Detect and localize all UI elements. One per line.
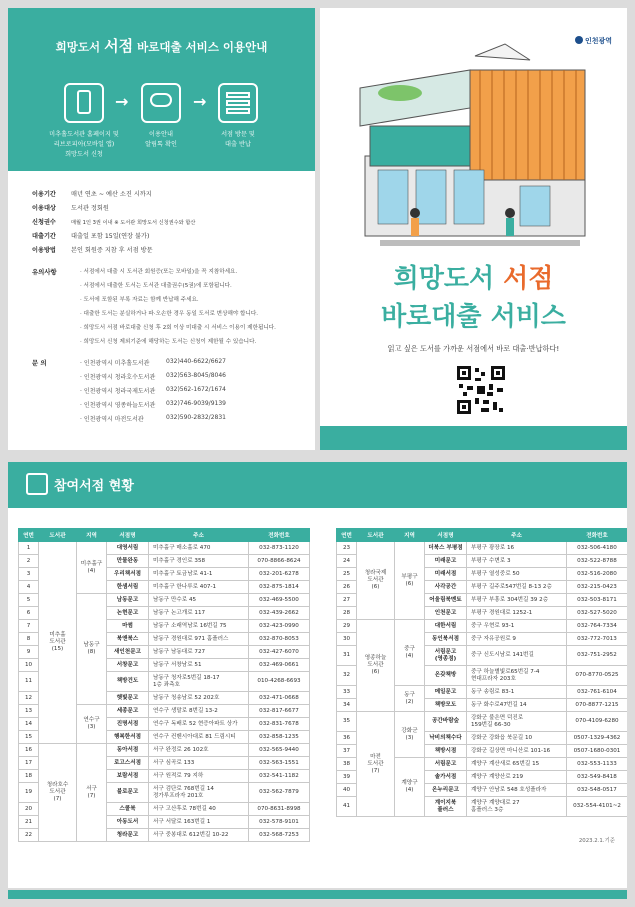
library-cell: 청라국제 도서관 (6): [357, 542, 395, 620]
usage-row: 이용대상 도서관 정회원: [32, 205, 109, 212]
bookstore-illustration: [320, 8, 627, 258]
bookstore-name: 아동도서: [107, 816, 149, 829]
row-number: 41: [337, 797, 357, 817]
guide-title-post: 바로대출 서비스 이용안내: [133, 40, 268, 54]
row-number: 25: [337, 568, 357, 581]
bookstore-address: 서구 서달로 163번길 1: [149, 816, 249, 829]
bookstore-phone: 032-562-7879: [249, 783, 310, 803]
row-number: 3: [19, 568, 39, 581]
column-header: 도서관: [357, 529, 395, 542]
row-number: 31: [337, 646, 357, 666]
row-number: 16: [19, 744, 39, 757]
bookstore-address: 남동구 서창남로 51: [149, 659, 249, 672]
bookstore-address: 부평구 길주로547번길 8-13 2층: [467, 581, 567, 594]
bookstore-name: 메일문고: [425, 686, 467, 699]
contact-label: 문 의: [32, 359, 47, 367]
column-header: 연번: [19, 529, 39, 542]
district-cell: 미추홀구 (4): [77, 542, 107, 594]
contact-phone: 032)440-6622/6627: [166, 358, 226, 365]
row-number: 40: [337, 784, 357, 797]
row-number: 39: [337, 771, 357, 784]
row-number: 21: [19, 816, 39, 829]
bookstore-name: 계이지북 플러스: [425, 797, 467, 817]
row-number: 7: [19, 620, 39, 633]
column-header: 서점명: [425, 529, 467, 542]
contact-name: · 인천광역시 청라국제도서관: [80, 388, 156, 395]
contact-name: · 인천광역시 영종하늘도서관: [80, 402, 156, 409]
row-number: 26: [337, 581, 357, 594]
row-number: 1: [19, 542, 39, 555]
bookstore-address: 남동구 소래역남로 16번길 75: [149, 620, 249, 633]
contact-phone: 032)590-2832/2831: [166, 414, 226, 421]
bookstore-phone: 070-8866-8624: [249, 555, 310, 568]
row-number: 5: [19, 594, 39, 607]
bookstore-address: 동구 화수로47번길 14: [467, 699, 567, 712]
bookstore-name: 온누리문고: [425, 784, 467, 797]
library-cell: 마전 도서관 (7): [357, 712, 395, 817]
bookstore-name: 서창문고: [107, 659, 149, 672]
bookstore-address: 남동구 청자로5번길 18-17 1층 좌측호: [149, 672, 249, 692]
bookstore-phone: 032-423-0990: [249, 620, 310, 633]
cover-headline: 희망도서 서점 바로대출 서비스: [381, 264, 566, 332]
bookstore-name: 책방시점: [425, 745, 467, 758]
bookstore-address: 서구 완정로 26 102호: [149, 744, 249, 757]
district-cell: 부평구 (6): [395, 542, 425, 620]
bookstore-address: 서구 검단로 768번길 14 정가루프라자 201호: [149, 783, 249, 803]
participating-bookstores-panel: [8, 462, 627, 888]
bookstore-address: 부평구 부흥로 304번길 39 2층: [467, 594, 567, 607]
row-number: 23: [337, 542, 357, 555]
bookstore-address: 강화군 불은면 덕진로 159번길 66-30: [467, 712, 567, 732]
bookstore-name: 동인북서점: [425, 633, 467, 646]
bookstore-address: 계양구 계양대로 27 홈플러스 3층: [467, 797, 567, 817]
district-cell: 강화군 (3): [395, 712, 425, 758]
note-item: · 희망도서 서점 바로대출 신청 후 2회 이상 미대출 시 서비스 이용이 제한됩니다.: [80, 325, 276, 331]
bookstore-phone: 032-761-6104: [567, 686, 628, 699]
bookstore-name: 낙비의책수다: [425, 732, 467, 745]
bookstore-address: 남동구 남동대로 727: [149, 646, 249, 659]
row-number: 14: [19, 718, 39, 731]
guide-title-highlight: 서점: [104, 37, 134, 55]
bookstore-address: 부평구 열성중로 50: [467, 568, 567, 581]
column-header: 주소: [149, 529, 249, 542]
bookstore-phone: 032-817-6677: [249, 705, 310, 718]
date-note: 2023.2.1.기준: [578, 838, 615, 844]
bookstore-name: 논현문고: [107, 607, 149, 620]
row-number: 9: [19, 646, 39, 659]
bookstore-name: 불로문고: [107, 783, 149, 803]
bookstore-name: 서림문고 (영종점): [425, 646, 467, 666]
bookstore-name: 더북스 부평점: [425, 542, 467, 555]
step-3-text: 서점 방문 및 대출 반납: [221, 131, 255, 148]
bookstore-phone: 032-563-1551: [249, 757, 310, 770]
column-header: 전화번호: [249, 529, 310, 542]
bookstore-name: 만물완동: [107, 555, 149, 568]
cover-footer-band: [320, 426, 627, 450]
bookstore-address: 계양구 계양산로 219: [467, 771, 567, 784]
bookstore-phone: 032-522-8788: [567, 555, 628, 568]
bookstore-phone: 032-549-8418: [567, 771, 628, 784]
bookstore-address: 서구 심곡로 133: [149, 757, 249, 770]
note-item: · 도서에 포함된 부록 자료는 함께 반납해 주세요.: [80, 297, 199, 303]
bookstore-phone: 032-568-7253: [249, 829, 310, 842]
bookstores-table-right: [336, 528, 627, 817]
row-number: 12: [19, 692, 39, 705]
bookstore-phone: 070-8877-1215: [567, 699, 628, 712]
bookstore-address: 강화군 강화읍 북문길 10: [467, 732, 567, 745]
bookstore-name: 사각공간: [425, 581, 467, 594]
table-row: [19, 744, 310, 757]
bookstore-phone: 070-4109-6280: [567, 712, 628, 732]
bookstore-name: 미래서점: [425, 568, 467, 581]
bookstore-phone: 032-201-6278: [249, 568, 310, 581]
bookstore-name: 마썸: [107, 620, 149, 633]
row-number: 34: [337, 699, 357, 712]
district-cell: 연수구 (3): [77, 705, 107, 744]
guide-title-pre: 희망도서: [55, 40, 105, 54]
bookstore-phone: 032-578-9101: [249, 816, 310, 829]
column-header: 전화번호: [567, 529, 628, 542]
bookstore-name: 서림문고: [425, 758, 467, 771]
bookstores-title: 참여서점 현황: [54, 479, 134, 494]
row-number: 4: [19, 581, 39, 594]
bookstore-address: 동구 송림로 83-1: [467, 686, 567, 699]
bookstore-address: 계양구 안남로 548 호성플라자: [467, 784, 567, 797]
note-item: · 대출한 도서는 분실하거나 파·오손한 경우 동일 도서로 변상해야 합니다.: [80, 311, 259, 317]
row-number: 11: [19, 672, 39, 692]
bookstore-name: 동아서점: [107, 744, 149, 757]
row-number: 38: [337, 758, 357, 771]
guide-header: [8, 8, 315, 171]
bookstore-address: 미추홀구 토금남로 41-1: [149, 568, 249, 581]
bookstore-name: 책방모도: [425, 699, 467, 712]
contact-name: · 인천광역시 미추홀도서관: [80, 360, 150, 367]
bookstore-name: 미래문고: [425, 555, 467, 568]
column-header: 서점명: [107, 529, 149, 542]
cover-panel: [320, 8, 627, 450]
bookstore-address: 미추홀구 한나루로 407-1: [149, 581, 249, 594]
usage-row: 이용기간 매년 연초 ~ 예산 소진 시까지: [32, 191, 152, 198]
bookstore-address: 강화군 길상면 마니산로 101-16: [467, 745, 567, 758]
bookstore-address: 연수구 독배로 52 현증아파트 상가: [149, 718, 249, 731]
district-cell: 계양구 (4): [395, 758, 425, 817]
row-number: 33: [337, 686, 357, 699]
row-number: 24: [337, 555, 357, 568]
bookstore-phone: 0507-1680-0301: [567, 745, 628, 758]
arrow-right-icon: →: [193, 92, 207, 111]
row-number: 22: [19, 829, 39, 842]
contact-phone: 032)562-1672/1674: [166, 386, 226, 393]
step-1-text: 미추홀도서관 홈페이지 및 리브로피아(모바일 앱) 희망도서 신청: [49, 131, 119, 158]
bookstore-name: 공간바람숲: [425, 712, 467, 732]
column-header: 지역: [395, 529, 425, 542]
district-cell: 서구 (7): [77, 744, 107, 842]
bookstore-phone: 070-8770-0525: [567, 666, 628, 686]
bookstore-name: 인천문고: [425, 607, 467, 620]
district-cell: 남동구 (8): [77, 594, 107, 705]
bookstore-phone: 0507-1329-4362: [567, 732, 628, 745]
arrow-right-icon: →: [115, 92, 129, 111]
bookstore-phone: 032-858-1235: [249, 731, 310, 744]
guide-title: [8, 35, 315, 56]
bookstore-address: 미추홀구 경인로 358: [149, 555, 249, 568]
bookstore-phone: 032-553-1133: [567, 758, 628, 771]
bookstore-address: 연수구 컨벤시아대로 81 드림시티: [149, 731, 249, 744]
row-number: 32: [337, 666, 357, 686]
bookstore-address: 미추홀구 매소홀로 470: [149, 542, 249, 555]
bookstore-name: 로고스서점: [107, 757, 149, 770]
bookstore-address: 부평구 광장로 16: [467, 542, 567, 555]
column-header: 도서관: [39, 529, 77, 542]
bookstore-name: 진명서점: [107, 718, 149, 731]
bookstore-phone: 032-516-2080: [567, 568, 628, 581]
smartphone-icon: [64, 83, 104, 123]
bookstore-name: 북앤북스: [107, 633, 149, 646]
bookstore-name: 대한서림: [425, 620, 467, 633]
bookstore-phone: 032-554-4101~2: [567, 797, 628, 817]
bookstore-address: 계양구 계산새로 65번길 15: [467, 758, 567, 771]
bookstores-header: [8, 462, 627, 508]
book-stack-icon: [26, 473, 48, 495]
column-header: 주소: [467, 529, 567, 542]
usage-row: 신청권수 매월 1인 3권 이내 ※ 도서관 희망도서 신청권수와 합산: [32, 219, 196, 226]
row-number: 15: [19, 731, 39, 744]
bookstore-address: 서구 고산후로 78번길 40: [149, 803, 249, 816]
row-number: 36: [337, 732, 357, 745]
bookstore-phone: 032-427-6070: [249, 646, 310, 659]
bookstore-name: 온갖책방: [425, 666, 467, 686]
bottom-band: [8, 890, 627, 899]
library-cell: 영종하늘 도서관 (6): [357, 620, 395, 712]
usage-row: 이용방법 본인 회원증 지참 후 서점 방문: [32, 247, 153, 254]
bookstore-phone: 032-215-0423: [567, 581, 628, 594]
district-cell: 중구 (4): [395, 620, 425, 686]
usage-row: 대출기간 대출일 포함 15일(연장 불가): [32, 233, 150, 240]
library-cell: 청라호수 도서관 (7): [39, 744, 77, 842]
bookstores-table-left: [18, 528, 310, 842]
bookstore-name: 스콜북: [107, 803, 149, 816]
bookstore-phone: 032-439-2662: [249, 607, 310, 620]
bookstore-phone: 032-565-9440: [249, 744, 310, 757]
row-number: 28: [337, 607, 357, 620]
library-cell: 미추홀 도서관 (15): [39, 542, 77, 744]
row-number: 20: [19, 803, 39, 816]
row-number: 30: [337, 633, 357, 646]
contact-phone: 032)563-8045/8046: [166, 372, 226, 379]
bookstore-phone: 032-870-8053: [249, 633, 310, 646]
row-number: 17: [19, 757, 39, 770]
column-header: 지역: [77, 529, 107, 542]
step-2-text: 이용안내 알림톡 확인: [145, 131, 177, 148]
bookstore-name: 대영서림: [107, 542, 149, 555]
bookstore-name: 책방건도: [107, 672, 149, 692]
bookstore-name: 새인천문고: [107, 646, 149, 659]
row-number: 13: [19, 705, 39, 718]
bookstore-name: 남동문고: [107, 594, 149, 607]
district-cell: 동구 (2): [395, 686, 425, 712]
bookstore-name: 세종문고: [107, 705, 149, 718]
bookstore-phone: 032-772-7013: [567, 633, 628, 646]
bookstore-phone: 032-469-5500: [249, 594, 310, 607]
bookstore-phone: 032-471-0668: [249, 692, 310, 705]
notes-label: 유의사항: [32, 268, 57, 276]
bookstore-phone: 032-469-0661: [249, 659, 310, 672]
table-row: [19, 542, 310, 555]
bookstore-phone: 032-527-5020: [567, 607, 628, 620]
row-number: 18: [19, 770, 39, 783]
bookstore-phone: 032-873-1120: [249, 542, 310, 555]
column-header: 연번: [337, 529, 357, 542]
bookstore-address: 중구 자유공원로 9: [467, 633, 567, 646]
row-number: 2: [19, 555, 39, 568]
row-number: 35: [337, 712, 357, 732]
bookstore-address: 부평구 경원대로 1252-1: [467, 607, 567, 620]
bookstore-address: 중구 신도시남로 141번길: [467, 646, 567, 666]
service-guide-panel: [8, 8, 315, 450]
bookstore-phone: 070-8631-8998: [249, 803, 310, 816]
contact-name: · 인천광역시 청라호수도서관: [80, 374, 156, 381]
bookstore-address: 서구 중봉대로 612번길 10-22: [149, 829, 249, 842]
bookstore-phone: 032-503-8171: [567, 594, 628, 607]
bookstore-name: 어울림북멘토: [425, 594, 467, 607]
chat-message-icon: [141, 83, 181, 123]
bookstore-address: 남동구 청송남로 52 202호: [149, 692, 249, 705]
bookstore-phone: 032-831-7678: [249, 718, 310, 731]
contact-phone: 032)746-9039/9139: [166, 400, 226, 407]
note-item: · 희망도서 신청 제외기준에 해당하는 도서는 신청이 제한될 수 있습니다.: [80, 339, 257, 345]
row-number: 19: [19, 783, 39, 803]
qr-code[interactable]: [457, 366, 505, 414]
books-icon: [218, 83, 258, 123]
city-logo: 인천광역: [575, 36, 612, 46]
bookstore-phone: 032-875-1814: [249, 581, 310, 594]
row-number: 27: [337, 594, 357, 607]
bookstore-phone: 032-541-1182: [249, 770, 310, 783]
table-row: [337, 542, 628, 555]
bookstore-address: 중구 우현로 93-1: [467, 620, 567, 633]
row-number: 6: [19, 607, 39, 620]
table-row: [337, 620, 628, 633]
bookstore-phone: 032-548-0517: [567, 784, 628, 797]
bookstore-name: 행복한서점: [107, 731, 149, 744]
bookstore-address: 중구 하늘별빛로65번길 7-4 현대프라자 203호: [467, 666, 567, 686]
contact-name: · 인천광역시 마전도서관: [80, 416, 144, 423]
bookstore-phone: 032-751-2952: [567, 646, 628, 666]
bookstore-address: 부평구 수변로 3: [467, 555, 567, 568]
bookstore-name: 솔가서점: [425, 771, 467, 784]
bookstore-name: 한샘서림: [107, 581, 149, 594]
bookstore-phone: 010-4268-6693: [249, 672, 310, 692]
row-number: 10: [19, 659, 39, 672]
bookstore-phone: 032-506-4180: [567, 542, 628, 555]
bookstore-address: 남동구 경원대로 971 홈플러스: [149, 633, 249, 646]
note-item: · 서점에서 대출한 도서는 도서관 대출권수(5권)에 포함됩니다.: [80, 283, 232, 289]
bookstore-phone: 032-764-7334: [567, 620, 628, 633]
bookstore-address: 연수구 생말로 8번길 13-2: [149, 705, 249, 718]
table-row: [337, 712, 628, 732]
bookstore-name: 청라문고: [107, 829, 149, 842]
cover-subtitle: 읽고 싶은 도서를 가까운 서점에서 바로 대출·반납하다!: [387, 344, 560, 353]
note-item: · 서점에서 대출 시 도서관 회원증(또는 모바일)을 꼭 지참하세요.: [80, 269, 238, 275]
row-number: 37: [337, 745, 357, 758]
bookstore-name: 우리책서점: [107, 568, 149, 581]
bookstore-name: 보람서점: [107, 770, 149, 783]
row-number: 8: [19, 633, 39, 646]
bookstore-address: 남동구 만수로 45: [149, 594, 249, 607]
bookstore-address: 서구 원적로 79 지하: [149, 770, 249, 783]
row-number: 29: [337, 620, 357, 633]
bookstore-address: 남동구 논고개로 117: [149, 607, 249, 620]
bookstore-name: 햇빛문고: [107, 692, 149, 705]
